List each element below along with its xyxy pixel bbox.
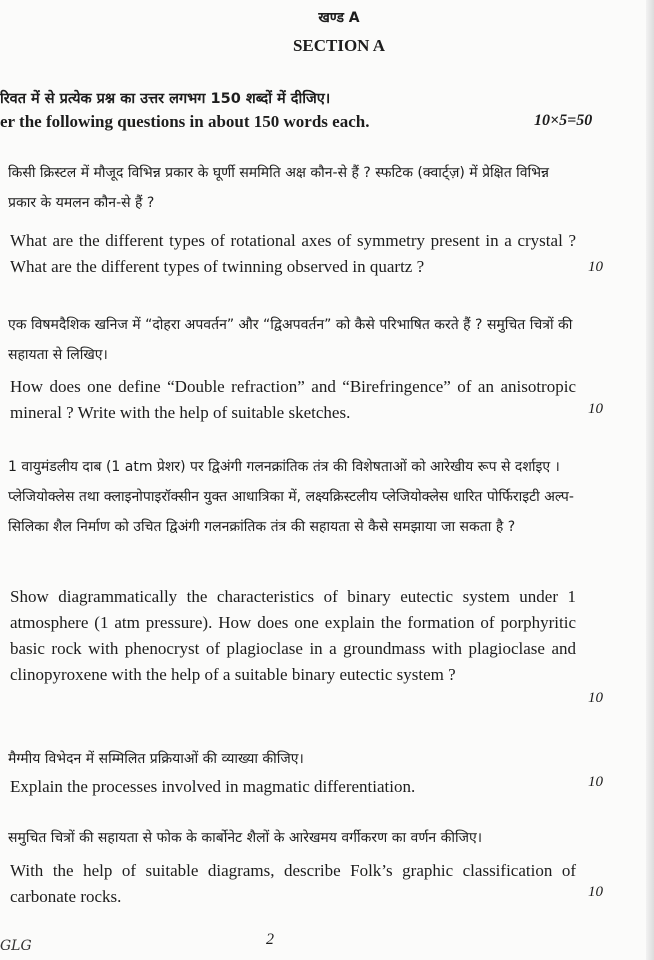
section-title-english: SECTION A [292, 36, 386, 55]
question-1-english: What are the different types of rotational axes of symmetry present in a crystal ? What are the different types of twinning observed in quartz ? [10, 231, 576, 276]
question-3-english: Show diagrammatically the characteristics of binary eutectic system under 1 atmosphere (1 atm pressure). How does one explain the formation of porphyritic basic rock with phenocryst of plagioclase in a groundmass with plagioclase and clinopyroxene with the help of a suitable binary eutectic system ? [10, 587, 576, 684]
marks-total: 10×5=50 [534, 112, 593, 129]
question-1-hindi: किसी क्रिस्टल में मौजूद विभिन्न प्रकार के घूर्णी सममिति अक्ष कौन-से हैं ? स्फटिक (क्वार्ट्ज़) में प्रेक्षित विभिन्न प्रकार के यमलन कौन-से हैं ? [8, 165, 550, 211]
question-4-english: Explain the processes involved in magmatic differentiation. [10, 777, 416, 796]
question-5-marks: 10 [588, 884, 603, 900]
question-2-hindi: एक विषमदैशिक खनिज में “दोहरा अपवर्तन” और “द्विअपवर्तन” को कैसे परिभाषित करते हैं ? समुचित चित्रों की सहायता से लिखिए। [8, 317, 573, 363]
question-5-hindi: समुचित चित्रों की सहायता से फोक के कार्बोनेट शैलों के आरेखमय वर्गीकरण का वर्णन कीजिए। [8, 830, 483, 846]
instructions-hindi: रिवत में से प्रत्येक प्रश्न का उत्तर लगभग 150 शब्दों में दीजिए। [0, 91, 331, 107]
question-2-marks: 10 [588, 401, 603, 417]
question-4-marks: 10 [588, 774, 603, 790]
question-4-hindi: मैग्मीय विभेदन में सम्मिलित प्रक्रियाओं की व्याख्या कीजिए। [8, 751, 304, 767]
question-2-english: How does one define “Double refraction” and “Birefringence” of an anisotropic mineral ? Write with the help of suitable sketches. [10, 377, 576, 422]
page-number: 2 [266, 931, 274, 948]
question-3-marks: 10 [588, 690, 603, 706]
question-1-marks: 10 [588, 259, 603, 275]
page-edge [646, 0, 654, 960]
section-title-hindi: खण्ड A [318, 10, 360, 26]
question-5-english: With the help of suitable diagrams, describe Folk’s graphic classification of carbonate rocks. [10, 861, 576, 906]
question-3-hindi: 1 वायुमंडलीय दाब (1 atm प्रेशर) पर द्विअंगी गलनक्रांतिक तंत्र की विशेषताओं को आरेखीय रूप से दर्शाइए । प्लेजियोक्लेस तथा क्लाइनोपाइरॉक्सीन युक्त आधात्रिका में, लक्ष्यक्रिस्टलीय प्लेजियोक्लेस धारित पोर्फिराइटी अल्प-सिलिका शैल निर्माण को उचित द्विअंगी गलनक्रांतिक तंत्र की सहायता से कैसे समझाया जा सकता है ? [8, 459, 574, 535]
instructions-english: er the following questions in about 150 words each. [0, 112, 370, 131]
paper-code: GLG [0, 938, 32, 954]
